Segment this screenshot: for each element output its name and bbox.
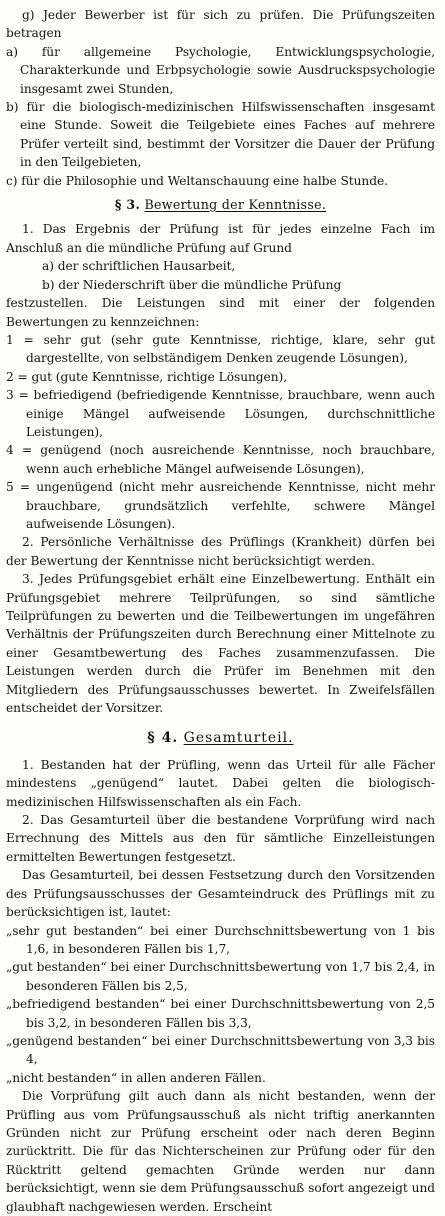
section-4-heading (6, 729, 435, 747)
item-c: c) für die Philosophie und Weltanschauung eine halbe Stunde. (6, 173, 388, 188)
s4-p4: Die Vorprüfung gilt auch dann als nicht bestanden, wenn der Prüfling aus vom Prüfungsausschuß als nicht triftig anerkannten Gründen nicht zur Prüfung erscheint oder nach deren Beginn zurücktritt. Die für das Nichterscheinen zur Prüfung oder für den Rücktritt geltend gemachten Gründe werden nur dann berücksichtigt, wenn sie dem Prüfungsausschuß sofort angezeigt und glaubhaft nachgewiesen werden. Erscheint (6, 1089, 435, 1214)
section-3-title: Bewertung der Kenntnisse. (144, 197, 327, 213)
verdict-befriedigend: „befriedigend bestanden“ bei einer Durchschnittsbewertung von 2,5 bis 3,2, in besonderen Fällen bis 3,3, (6, 997, 435, 1030)
grade-3: 3 = befriedigend (befriedigende Kenntnisse, brauchbare, wenn auch einige Mängel aufweisende Lösungen, durchschnittliche Leistungen), (6, 388, 435, 439)
s4-p2: 2. Das Gesamturteil über die bestandene Vorprüfung wird nach Errechnung des Mittels aus den für sämtliche Einzelleistungen ermittelten Bewertungen festgesetzt. (6, 813, 435, 864)
s3-p2: 2. Persönliche Verhältnisse des Prüflings (Krankheit) dürfen bei der Bewertung der Kenntnisse nicht berücksichtigt werden. (6, 535, 435, 568)
verdict-nicht-bestanden: „nicht bestanden“ in allen anderen Fällen. (6, 1070, 266, 1085)
s4-p3: Das Gesamturteil, bei dessen Festsetzung durch den Vorsitzenden des Prüfungsausschusses der Gesamteindruck des Prüflings mit zu berücksichtigen ist, lautet: (6, 868, 435, 920)
s3-p1-intro: 1. Das Ergebnis der Prüfung ist für jedes einzelne Fach im Anschluß an die mündliche Prüfung auf Grund (6, 222, 435, 255)
verdict-genuegend: „genügend bestanden“ bei einer Durchschnittsbewertung von 3,3 bis 4, (6, 1033, 435, 1067)
s3-p1-a: a) der schriftlichen Hausarbeit, (42, 259, 236, 274)
s3-p3: 3. Jedes Prüfungsgebiet erhält eine Einzelbewertung. Enthält ein Prüfungsgebiet mehrere Teilprüfungen, so sind sämtliche Teilprüfungen zu bewerten und die Teilbewertungen im ungefähren Verhältnis der Prüfungszeiten durch Berechnung einer Mittelnote zu einer Gesamtbewertung des Faches zusammenzufassen. Die Leistungen werden durch die Prüfer im Benehmen mit den Mitgliedern des Prüfungsausschusses bewertet. In Zweifelsfällen entscheidet der Vorsitzer. (6, 572, 435, 716)
grade-4: 4 = genügend (noch ausreichende Kenntnisse, noch brauchbare, wenn auch erhebliche Mängel aufweisende Lösungen), (6, 443, 435, 476)
section-4-title: Gesamturteil. (183, 730, 294, 747)
s3-p1-outro: festzustellen. Die Leistungen sind mit einer der folgenden Bewertungen zu kennzeichnen: (6, 296, 435, 329)
item-g: g) Jeder Bewerber ist für sich zu prüfen. Die Prüfungszeiten betragen (6, 8, 435, 41)
s3-p1-b: b) der Niederschrift über die mündliche Prüfung (42, 277, 342, 292)
section-3-number: § 3. (114, 197, 141, 213)
item-b: b) für die biologisch-medizinischen Hilfswissenschaften insgesamt eine Stunde. Soweit die Teilgebiete eines Faches auf mehrere Prüfer verteilt sind, bestimmt der Vorsitzer die Dauer der Prüfung in den Teilgebieten, (6, 100, 435, 170)
grade-5: 5 = ungenügend (nicht mehr ausreichende Kenntnisse, nicht mehr brauchbare, grundsätzlich verfehlte, schwere Mängel aufweisende Lösungen). (6, 480, 435, 531)
verdict-sehr-gut: „sehr gut bestanden“ bei einer Durchschnittsbewertung von 1 bis 1,6, in besonderen Fällen bis 1,7, (6, 923, 435, 956)
verdict-gut: „gut bestanden“ bei einer Durchschnittsbewertung von 1,7 bis 2,4, in besonderen Fällen bis 2,5, (6, 960, 435, 993)
grade-1: 1 = sehr gut (sehr gute Kenntnisse, richtige, klare, sehr gut dargestellte, von selbständigem Denken zeugende Lösungen), (6, 332, 435, 366)
item-a: a) für allgemeine Psychologie, Entwicklungspsychologie, Charakterkunde und Erbpsychologie sowie Ausdruckspsychologie insgesamt zwei Stunden, (6, 44, 435, 96)
grade-2: 2 = gut (gute Kenntnisse, richtige Lösungen), (6, 369, 288, 384)
section-3-heading (6, 196, 435, 214)
s4-p1: 1. Bestanden hat der Prüfling, wenn das Urteil für alle Fächer mindestens „genügend“ lautet. Dabei gelten die biologisch-medizinischen Hilfswissenschaften als ein Fach. (6, 757, 435, 809)
section-4-number: § 4. (147, 730, 179, 747)
